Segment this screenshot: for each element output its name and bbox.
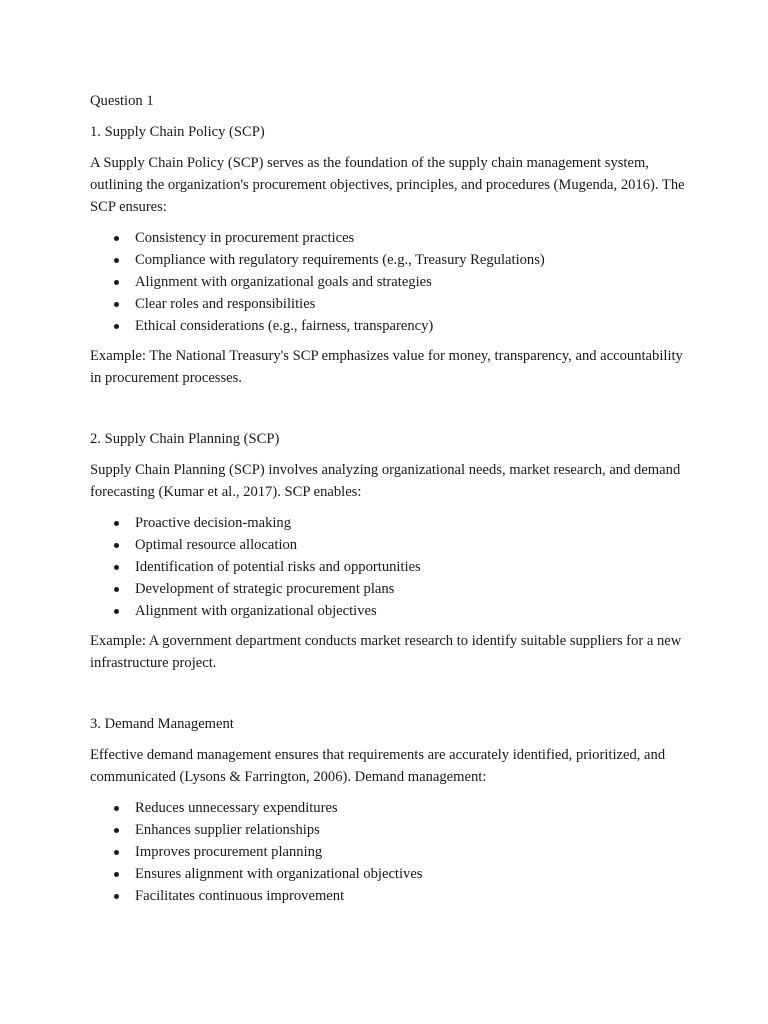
bullet-icon	[114, 521, 119, 526]
list-item-text: Reduces unnecessary expenditures	[135, 800, 338, 816]
list-item-text: Consistency in procurement practices	[135, 230, 355, 246]
section-spacer	[90, 683, 690, 713]
bullet-icon	[114, 894, 119, 899]
bullet-list	[90, 227, 690, 337]
section-heading: 3. Demand Management	[90, 716, 234, 732]
list-item	[90, 227, 690, 249]
section-example: Example: A government department conducts market research to identify suitable suppliers for a new infrastructure project.	[90, 633, 682, 671]
bullet-list	[90, 797, 690, 907]
list-item-text: Improves procurement planning	[135, 844, 323, 860]
list-item-text: Enhances supplier relationships	[135, 822, 320, 838]
list-item-text: Compliance with regulatory requirements (e.g., Treasury Regulations)	[135, 252, 545, 268]
list-item	[90, 841, 690, 863]
list-item-text: Ethical considerations (e.g., fairness, transparency)	[135, 318, 434, 334]
bullet-icon	[114, 324, 119, 329]
section-intro: Effective demand management ensures that requirements are accurately identified, prioritized, and communicated (Lysons & Farrington, 2006). Demand management:	[90, 747, 666, 785]
list-item	[90, 249, 690, 271]
bullet-icon	[114, 806, 119, 811]
list-item-text: Clear roles and responsibilities	[135, 296, 316, 312]
list-item	[90, 797, 690, 819]
bullet-icon	[114, 258, 119, 263]
section-demand-management	[90, 713, 690, 907]
list-item	[90, 315, 690, 337]
list-item	[90, 293, 690, 315]
bullet-icon	[114, 302, 119, 307]
section-supply-chain-policy	[90, 121, 690, 389]
list-item-text: Ensures alignment with organizational objectives	[135, 866, 423, 882]
list-item-text: Proactive decision-making	[135, 515, 292, 531]
bullet-icon	[114, 565, 119, 570]
list-item	[90, 534, 690, 556]
section-heading: 1. Supply Chain Policy (SCP)	[90, 124, 265, 140]
document-body	[90, 90, 690, 915]
list-item	[90, 578, 690, 600]
bullet-icon	[114, 609, 119, 614]
list-item-text: Identification of potential risks and opportunities	[135, 559, 421, 575]
list-item	[90, 600, 690, 622]
section-heading: 2. Supply Chain Planning (SCP)	[90, 431, 280, 447]
list-item	[90, 271, 690, 293]
question-title: Question 1	[90, 93, 154, 109]
section-intro: Supply Chain Planning (SCP) involves analyzing organizational needs, market research, and demand forecasting (Kumar et al., 2017). SCP enables:	[90, 462, 681, 500]
section-intro: A Supply Chain Policy (SCP) serves as the foundation of the supply chain management system, outlining the organization's procurement objectives, principles, and procedures (Mugenda, 2016). The SCP ensures:	[90, 155, 685, 215]
list-item-text: Optimal resource allocation	[135, 537, 298, 553]
list-item-text: Development of strategic procurement plans	[135, 581, 395, 597]
bullet-list	[90, 512, 690, 622]
bullet-icon	[114, 236, 119, 241]
bullet-icon	[114, 828, 119, 833]
list-item	[90, 885, 690, 907]
bullet-icon	[114, 280, 119, 285]
bullet-icon	[114, 543, 119, 548]
section-example: Example: The National Treasury's SCP emphasizes value for money, transparency, and accountability in procurement processes.	[90, 348, 683, 386]
list-item-text: Alignment with organizational goals and strategies	[135, 274, 432, 290]
list-item-text: Alignment with organizational objectives	[135, 603, 377, 619]
list-item	[90, 512, 690, 534]
section-spacer	[90, 398, 690, 428]
list-item	[90, 819, 690, 841]
list-item	[90, 863, 690, 885]
bullet-icon	[114, 872, 119, 877]
section-supply-chain-planning	[90, 428, 690, 674]
list-item-text: Facilitates continuous improvement	[135, 888, 345, 904]
list-item	[90, 556, 690, 578]
bullet-icon	[114, 850, 119, 855]
bullet-icon	[114, 587, 119, 592]
